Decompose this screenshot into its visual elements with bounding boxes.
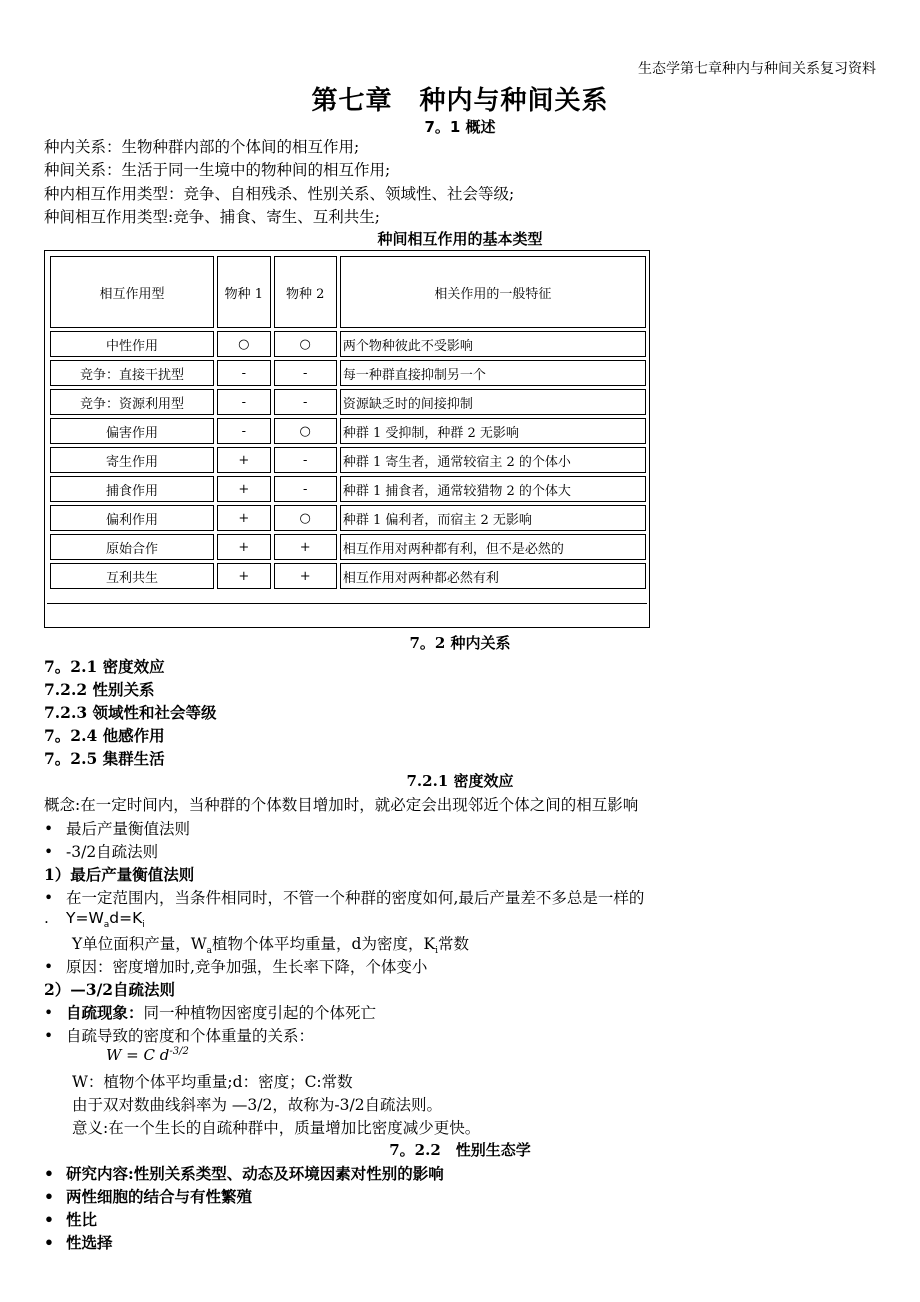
table-cell: - (274, 389, 337, 415)
section-7-2-heading: 7。2 种内关系 (409, 634, 511, 652)
table-cell: 互利共生 (50, 563, 214, 589)
table-cell: + (217, 563, 270, 589)
bullet-item: • 性选择 (44, 1233, 113, 1252)
equation-variables: W：植物个体平均重量;d：密度；C:常数 (72, 1073, 353, 1091)
bullet-item: • 性比 (44, 1210, 98, 1229)
table-row (50, 505, 646, 531)
table-cell: + (217, 476, 270, 502)
formula-description: Y单位面积产量，$W_a$植物个体平均重量，d为密度，$K_i$常数 (72, 935, 469, 957)
table-row (50, 418, 646, 444)
table-cell: + (217, 534, 270, 560)
table-cell: + (217, 447, 270, 473)
table-cell: 捕食作用 (50, 476, 214, 502)
table-cell: 种群 1 受抑制，种群 2 无影响 (340, 418, 646, 444)
table-cell: 竞争：资源利用型 (50, 389, 214, 415)
subsection-item: 7。2.4 他感作用 (44, 726, 165, 745)
table-cell: 竞争：直接干扰型 (50, 360, 214, 386)
header-cell: 物种 1 (217, 256, 270, 328)
interaction-table (44, 250, 650, 628)
concept-line: 概念:在一定时间内，当种群的个体数目增加时，就必定会出现邻近个体之间的相互影响 (44, 796, 639, 814)
table-row (50, 447, 646, 473)
table-cell: 中性作用 (50, 331, 214, 357)
table-cell: - (274, 360, 337, 386)
sub1-title: 1）最后产量衡值法则 (44, 865, 195, 884)
bullet-item: • 原因：密度增加时,竞争加强，生长率下降，个体变小 (44, 958, 428, 976)
table-cell: 相互作用对两种都有利，但不是必然的 (340, 534, 646, 560)
table-row (50, 389, 646, 415)
header-cell: 相互作用型 (50, 256, 214, 328)
table-cell: 种群 1 偏利者，而宿主 2 无影响 (340, 505, 646, 531)
header-cell: 物种 2 (274, 256, 337, 328)
equation-slope: 由于双对数曲线斜率为 —3/2，故称为-3/2自疏法则。 (72, 1096, 443, 1114)
table-row (50, 563, 646, 589)
table-cell: 偏利作用 (50, 505, 214, 531)
table-cell: 种群 1 捕食者，通常较猎物 2 的个体大 (340, 476, 646, 502)
table-cell: 两个物种彼此不受影响 (340, 331, 646, 357)
intro-line: 种内关系：生物种群内部的个体间的相互作用; (44, 138, 360, 156)
bullet-item: • 在一定范围内，当条件相同时，不管一个种群的密度如何,最后产量差不多总是一样的 (44, 889, 645, 907)
table-cell: + (274, 534, 337, 560)
section-7-1-heading: 7。1 概述 (424, 118, 496, 136)
table-cell: - (217, 389, 270, 415)
table-empty-row (47, 603, 647, 624)
table-cell: ○ (217, 331, 270, 357)
table-cell: 资源缺乏时的间接抑制 (340, 389, 646, 415)
bullet-item: • 最后产量衡值法则 (44, 820, 191, 838)
bullet-item: • -3/2自疏法则 (44, 843, 159, 861)
equation-meaning: 意义:在一个生长的自疏种群中，质量增加比密度减少更快。 (72, 1119, 481, 1137)
header-cell: 相关作用的一般特征 (340, 256, 646, 328)
table-cell: ○ (274, 331, 337, 357)
table-cell: + (217, 505, 270, 531)
sub2-title: 2）—3/2自疏法则 (44, 980, 176, 999)
table-row (50, 331, 646, 357)
table-cell: - (274, 476, 337, 502)
section-7-2-2-heading: 7。2.2 性别生态学 (389, 1141, 531, 1159)
bullet-item: • 两性细胞的结合与有性繁殖 (44, 1187, 253, 1206)
chapter-title: 第七章 种内与种间关系 (311, 86, 609, 116)
table-cell: - (217, 418, 270, 444)
table-cell: 每一种群直接抑制另一个 (340, 360, 646, 386)
subsection-item: 7。2.1 密度效应 (44, 657, 165, 676)
running-header: 生态学第七章种内与种间关系复习资料 (638, 61, 876, 77)
subsection-item: 7.2.3 领域性和社会等级 (44, 703, 217, 722)
table-row (50, 360, 646, 386)
intro-line: 种间关系：生活于同一生境中的物种间的相互作用; (44, 161, 391, 179)
table-row (50, 534, 646, 560)
self-thinning-equation: W = C $d^{-3/2}$ (106, 1046, 189, 1064)
table-cell: 原始合作 (50, 534, 214, 560)
formula-line: . $Y=W_ad=K_i$ (44, 909, 145, 931)
table-cell: ○ (274, 505, 337, 531)
table-cell: ○ (274, 418, 337, 444)
intro-line: 种内相互作用类型：竞争、自相残杀、性别关系、领域性、社会等级; (44, 185, 515, 203)
table-header-row (50, 256, 646, 328)
table-cell: 种群 1 寄生者，通常较宿主 2 的个体小 (340, 447, 646, 473)
table-cell: - (217, 360, 270, 386)
bullet-item: • 自疏导致的密度和个体重量的关系： (44, 1027, 315, 1045)
intro-line: 种间相互作用类型:竞争、捕食、寄生、互利共生; (44, 208, 380, 226)
table-caption: 种间相互作用的基本类型 (377, 230, 543, 248)
table-cell: 寄生作用 (50, 447, 214, 473)
table-cell: + (274, 563, 337, 589)
bullet-item: • 自疏现象：同一种植物因密度引起的个体死亡 (44, 1003, 377, 1022)
table-cell: 相互作用对两种都必然有利 (340, 563, 646, 589)
table-cell: 偏害作用 (50, 418, 214, 444)
bullet-item: • 研究内容:性别关系类型、动态及环境因素对性别的影响 (44, 1164, 444, 1183)
subsection-item: 7。2.5 集群生活 (44, 749, 165, 768)
table-cell: - (274, 447, 337, 473)
subsection-item: 7.2.2 性别关系 (44, 680, 155, 699)
section-7-2-1-heading: 7.2.1 密度效应 (406, 772, 514, 790)
table-row (50, 476, 646, 502)
